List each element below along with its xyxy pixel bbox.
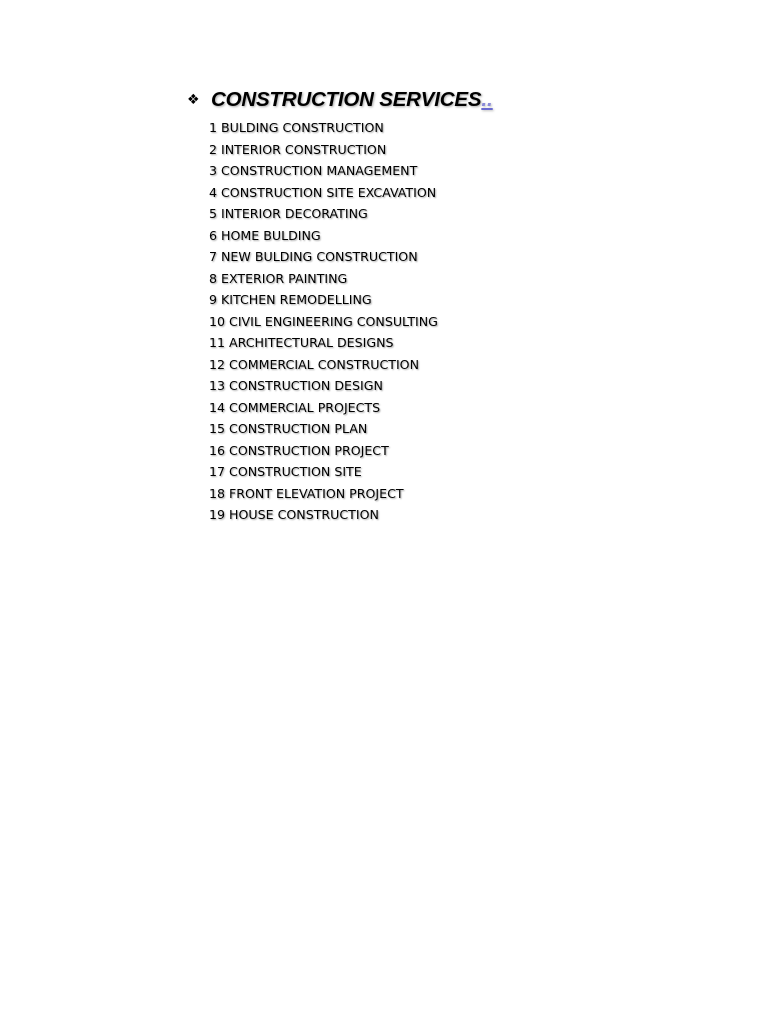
- list-item: 10 CIVIL ENGINEERING CONSULTING: [209, 313, 438, 329]
- list-item: 14 COMMERCIAL PROJECTS: [209, 399, 381, 415]
- list-item: 2 INTERIOR CONSTRUCTION: [209, 141, 387, 157]
- list-item: 11 ARCHITECTURAL DESIGNS: [209, 335, 394, 350]
- list-item: 16 CONSTRUCTION PROJECT: [209, 442, 389, 458]
- list-item: 6 HOME BULDING: [209, 227, 321, 243]
- list-item: 19 HOUSE CONSTRUCTION: [209, 507, 379, 522]
- list-item: 18 FRONT ELEVATION PROJECT: [209, 485, 404, 501]
- list-item: 13 CONSTRUCTION DESIGN: [209, 378, 383, 393]
- list-item: 8 EXTERIOR PAINTING: [209, 270, 348, 286]
- diamond-bullet-icon: ❖: [187, 92, 200, 108]
- list-item: 12 COMMERCIAL CONSTRUCTION: [209, 356, 420, 372]
- section-heading: [187, 88, 493, 112]
- services-list: [209, 117, 438, 526]
- list-item: 15 CONSTRUCTION PLAN: [209, 421, 368, 436]
- list-item: 4 CONSTRUCTION SITE EXCAVATION: [209, 184, 437, 200]
- list-item: 7 NEW BULDING CONSTRUCTION: [209, 249, 418, 264]
- list-item: 5 INTERIOR DECORATING: [209, 206, 368, 221]
- list-item: 1 BULDING CONSTRUCTION: [209, 120, 384, 135]
- list-item: 3 CONSTRUCTION MANAGEMENT: [209, 163, 418, 178]
- page-title: CONSTRUCTION SERVICES: [211, 88, 482, 111]
- title-suffix: ..: [481, 88, 493, 111]
- list-item: 17 CONSTRUCTION SITE: [209, 464, 362, 479]
- list-item: 9 KITCHEN REMODELLING: [209, 292, 372, 307]
